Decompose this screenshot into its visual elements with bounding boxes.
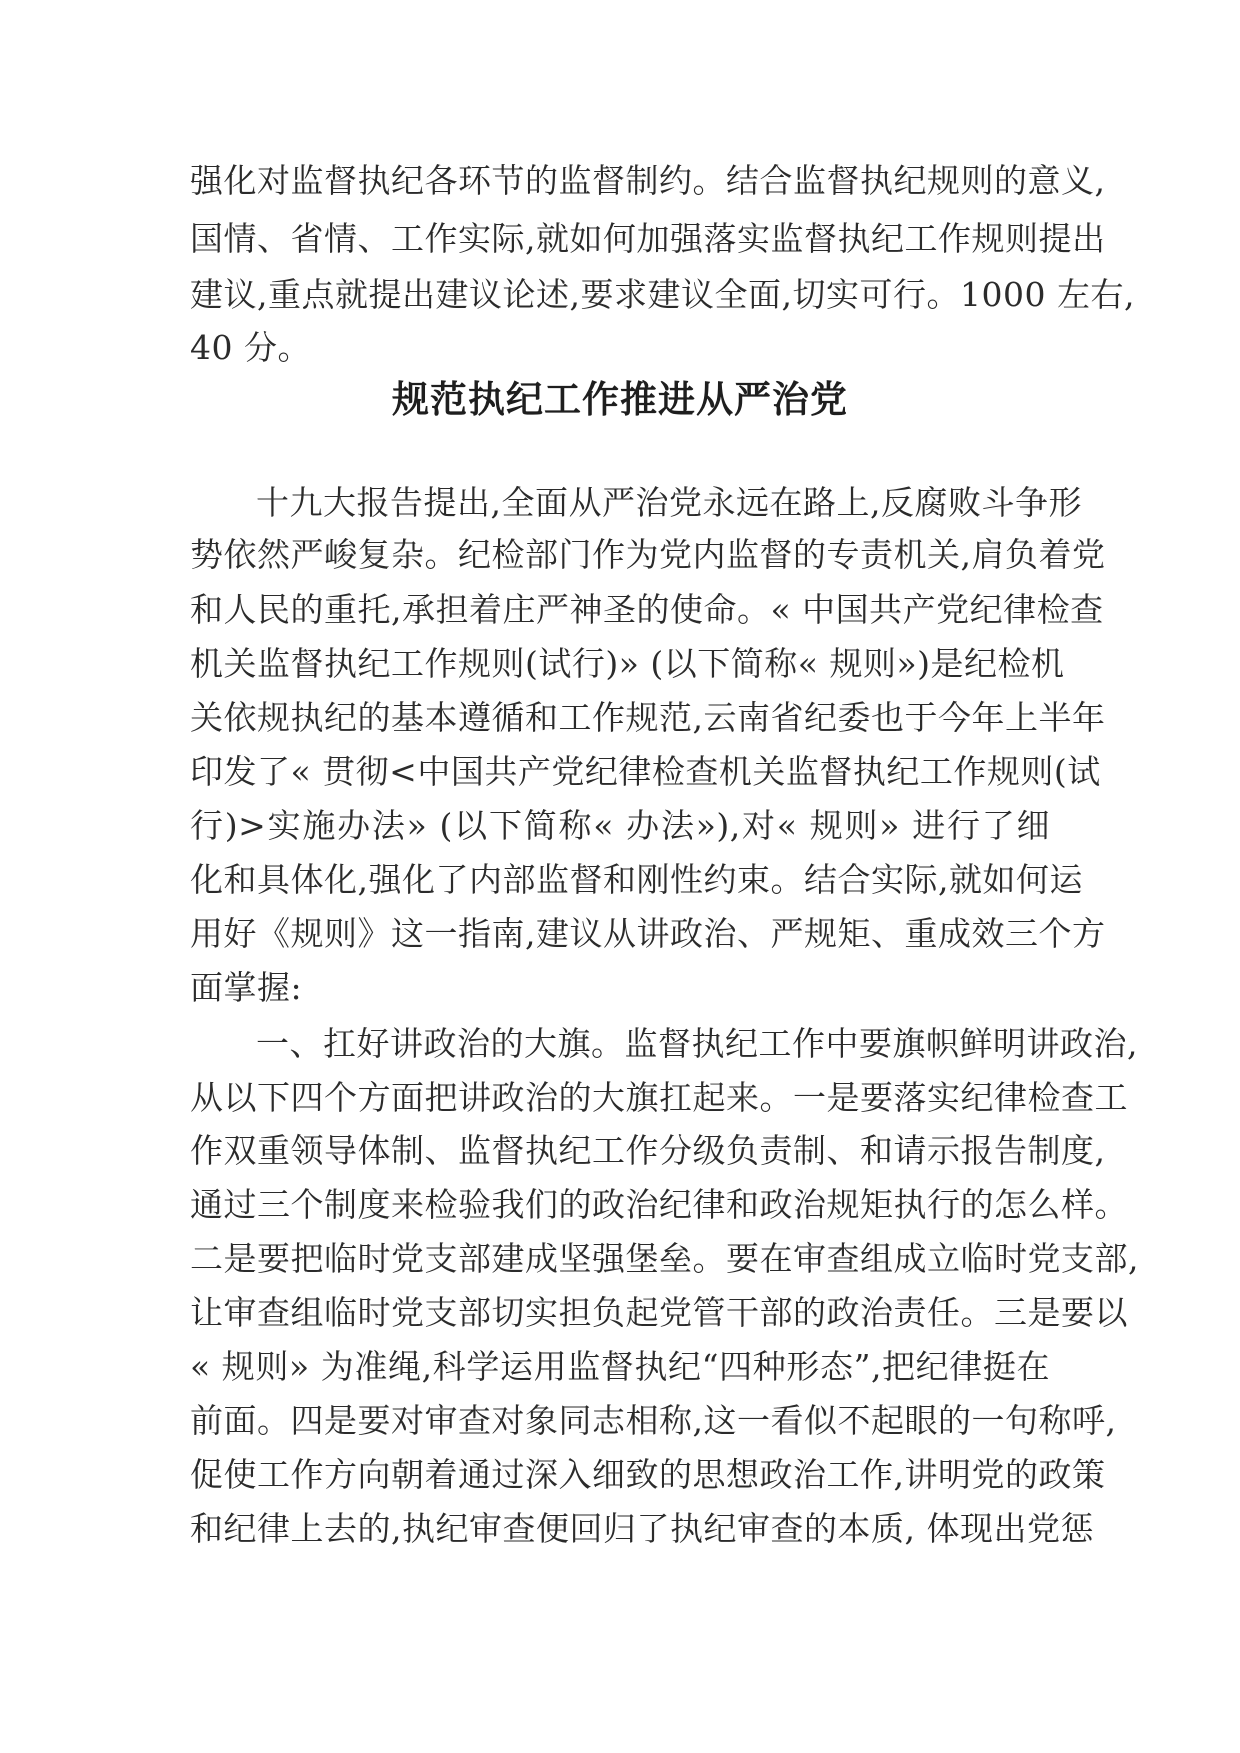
document-title: 规范执纪工作推进从严治党 (392, 378, 848, 421)
paragraph-line: 和人民的重托,承担着庄严神圣的使命。« 中国共产党纪律检查 (190, 590, 1104, 629)
paragraph-line: 从以下四个方面把讲政治的大旗扛起来。一是要落实纪律检查工 (190, 1078, 1128, 1117)
paragraph-line: 一、扛好讲政治的大旗。监督执纪工作中要旗帜鲜明讲政治, (256, 1024, 1138, 1063)
paragraph-line: 和纪律上去的,执纪审查便回归了执纪审查的本质, 体现出党惩 (190, 1509, 1094, 1548)
paragraph-line: 面掌握: (190, 968, 303, 1007)
paragraph-line: 十九大报告提出,全面从严治党永远在路上,反腐败斗争形 (256, 483, 1082, 522)
paragraph-line: 机关监督执纪工作规则(试行)» (以下简称« 规则»)是纪检机 (190, 644, 1065, 683)
paragraph-line: 二是要把临时党支部建成坚强堡垒。要在审查组成立临时党支部, (190, 1239, 1139, 1278)
paragraph-line: 印发了« 贯彻<中国共产党纪律检查机关监督执纪工作规则(试 (190, 752, 1101, 791)
paragraph-line: « 规则» 为准绳,科学运用监督执纪“四种形态”,把纪律挺在 (190, 1347, 1050, 1386)
paragraph-line: 化和具体化,强化了内部监督和刚性约束。结合实际,就如何运 (190, 860, 1083, 899)
paragraph-line: 让审查组临时党支部切实担负起党管干部的政治责任。三是要以 (190, 1293, 1128, 1332)
paragraph-line: 作双重领导体制、监督执纪工作分级负责制、和请示报告制度, (190, 1131, 1106, 1170)
paragraph-line: 关依规执纪的基本遵循和工作规范,云南省纪委也于今年上半年 (190, 698, 1106, 737)
paragraph-line: 行)>实施办法» (以下简称« 办法»),对« 规则» 进行了细 (190, 806, 1050, 845)
paragraph-line: 促使工作方向朝着通过深入细致的思想政治工作,讲明党的政策 (190, 1455, 1106, 1494)
intro-line: 建议,重点就提出建议论述,要求建议全面,切实可行。1000 左右, (190, 275, 1135, 314)
intro-line: 国情、省情、工作实际,就如何加强落实监督执纪工作规则提出 (190, 219, 1106, 258)
intro-line: 强化对监督执纪各环节的监督制约。结合监督执纪规则的意义, (190, 161, 1106, 200)
paragraph-line: 势依然严峻复杂。纪检部门作为党内监督的专责机关,肩负着党 (190, 535, 1106, 574)
paragraph-line: 用好《规则》这一指南,建议从讲政治、严规矩、重成效三个方 (190, 914, 1106, 953)
paragraph-line: 前面。四是要对审查对象同志相称,这一看似不起眼的一句称呼, (190, 1401, 1117, 1440)
paragraph-line: 通过三个制度来检验我们的政治纪律和政治规矩执行的怎么样。 (190, 1185, 1128, 1224)
intro-line: 40 分。 (190, 328, 311, 367)
